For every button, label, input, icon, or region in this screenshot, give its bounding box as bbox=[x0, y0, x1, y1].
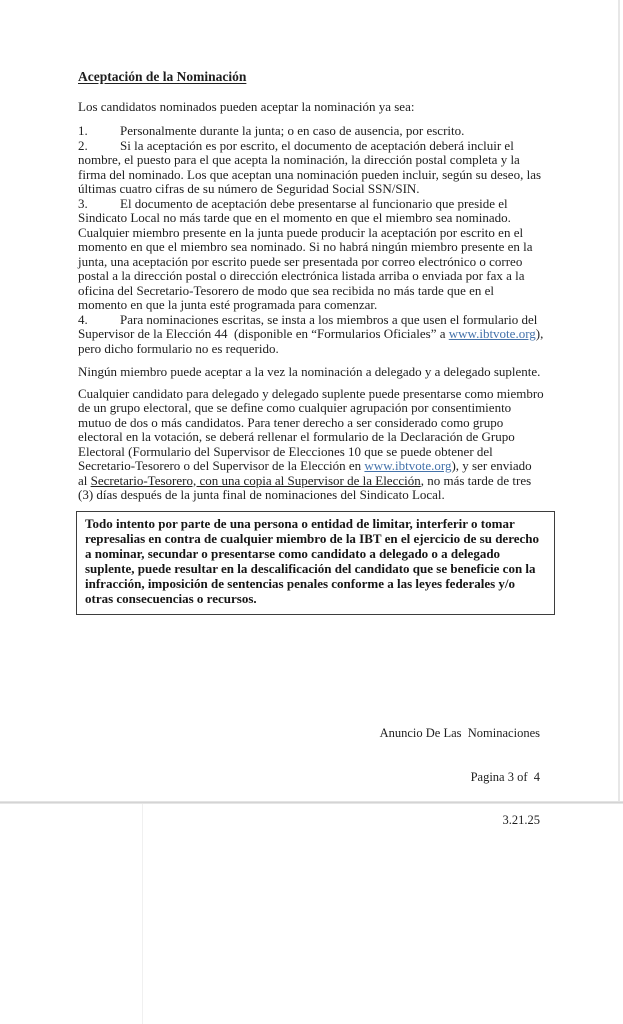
slate-text-after: , no más tarde de tres (3) días después de la junta final de nominaciones del Sindicato Local. bbox=[78, 472, 535, 502]
list-item-4-text: Para nominaciones escritas, se insta a los miembros a que usen el formulario del Supervisor de la Elección 44 (disponible en “Formularios Oficiales” a bbox=[78, 311, 541, 341]
list-item-2 bbox=[78, 139, 546, 197]
numbered-list bbox=[78, 124, 546, 356]
footer-page-number: Pagina 3 of 4 bbox=[470, 769, 540, 784]
no-dual-acceptance-paragraph: Ningún miembro puede aceptar a la vez la nominación a delegado y a delegado suplente. bbox=[78, 364, 541, 379]
page-footer bbox=[78, 697, 540, 857]
scan-crease-line bbox=[142, 804, 143, 1024]
footer-date: 3.21.25 bbox=[502, 813, 540, 827]
page-right-edge bbox=[618, 0, 620, 801]
footer-doc-name: Anuncio De Las Nominaciones bbox=[379, 726, 540, 740]
list-item-3-number: 3. bbox=[78, 195, 88, 211]
ibtvote-link[interactable]: www.ibtvote.org bbox=[448, 326, 536, 341]
slate-paragraph bbox=[78, 387, 546, 503]
slate-text: Cualquier candidato para delegado y delegado suplente puede presentarse como miembro de un grupo electoral, que se define como cualquier agrupación por consentimiento mutuo de dos o más candidatos. Para tener derecho a ser considerado como grupo electoral en la votación, se deberá rellenar el formulario de la Declaración de Grupo Electoral (Formulario del Supervisor de Elecciones 10 que se puede obtener del Secretario-Tesorero o del Supervisor de la Elección en bbox=[78, 385, 547, 473]
slate-text-mid: ), y ser enviado al bbox=[78, 458, 539, 488]
list-item-2-number: 2. bbox=[78, 137, 88, 153]
list-item-1 bbox=[78, 124, 546, 139]
doc-title: Aceptación de la Nominación bbox=[78, 69, 247, 84]
warning-box bbox=[76, 511, 555, 615]
list-item-3 bbox=[78, 197, 546, 313]
ibtvote-link-2[interactable]: www.ibtvote.org bbox=[364, 458, 452, 473]
list-item-4 bbox=[78, 313, 546, 357]
intro-paragraph: Los candidatos nominados pueden aceptar la nominación ya sea: bbox=[78, 98, 415, 114]
list-item-4-number: 4. bbox=[78, 311, 88, 327]
list-item-1-text: Personalmente durante la junta; o en caso de ausencia, por escrito. bbox=[120, 123, 465, 138]
warning-text: Todo intento por parte de una persona o entidad de limitar, interferir o tomar represalias en contra de cualquier miembro de la IBT en el ejercicio de su derecho a nominar, secundar o presentarse como candidato a delegado o a delegado suplente, puede resultar en la descalificación del candidato que se beneficie con la infracción, imposición de sentencias penales conforme a las leyes federales y/o otras consecuencias o recursos. bbox=[85, 515, 543, 606]
document-body bbox=[78, 70, 546, 615]
list-item-1-number: 1. bbox=[78, 123, 88, 138]
list-item-2-text: Si la aceptación es por escrito, el documento de aceptación deberá incluir el nombre, el puesto para el que acepta la nominación, la dirección postal completa y la firma del nominado. Los que aceptan una nominación pueden incluir, según su deseo, las últimas cuatro cifras de su número de Seguridad Social SSN/SIN. bbox=[78, 137, 545, 196]
page-bottom-edge bbox=[0, 801, 623, 804]
list-item-4-text-after: ), pero dicho formulario no es requerido. bbox=[78, 326, 547, 356]
underlined-phrase: Secretario-Tesorero, con una copia al Supervisor de la Elección bbox=[90, 472, 421, 488]
list-item-3-text: El documento de aceptación debe presentarse al funcionario que preside el Sindicato Local no más tarde que en el momento en que el miembro sea nominado. Cualquier miembro presente en la junta puede producir la aceptación por escrito en el momento en que el miembro sea nominado. Si no habrá ningún miembro presente en la junta, una aceptación por escrito puede ser presentada por correo electrónico o correo postal a la dirección postal o dirección electrónica listada arriba o enviada por fax a la oficina del Secretario-Tesorero de modo que sea recibida no más tarde que en el momento en que la junta esté programada para comenzar. bbox=[78, 195, 536, 312]
